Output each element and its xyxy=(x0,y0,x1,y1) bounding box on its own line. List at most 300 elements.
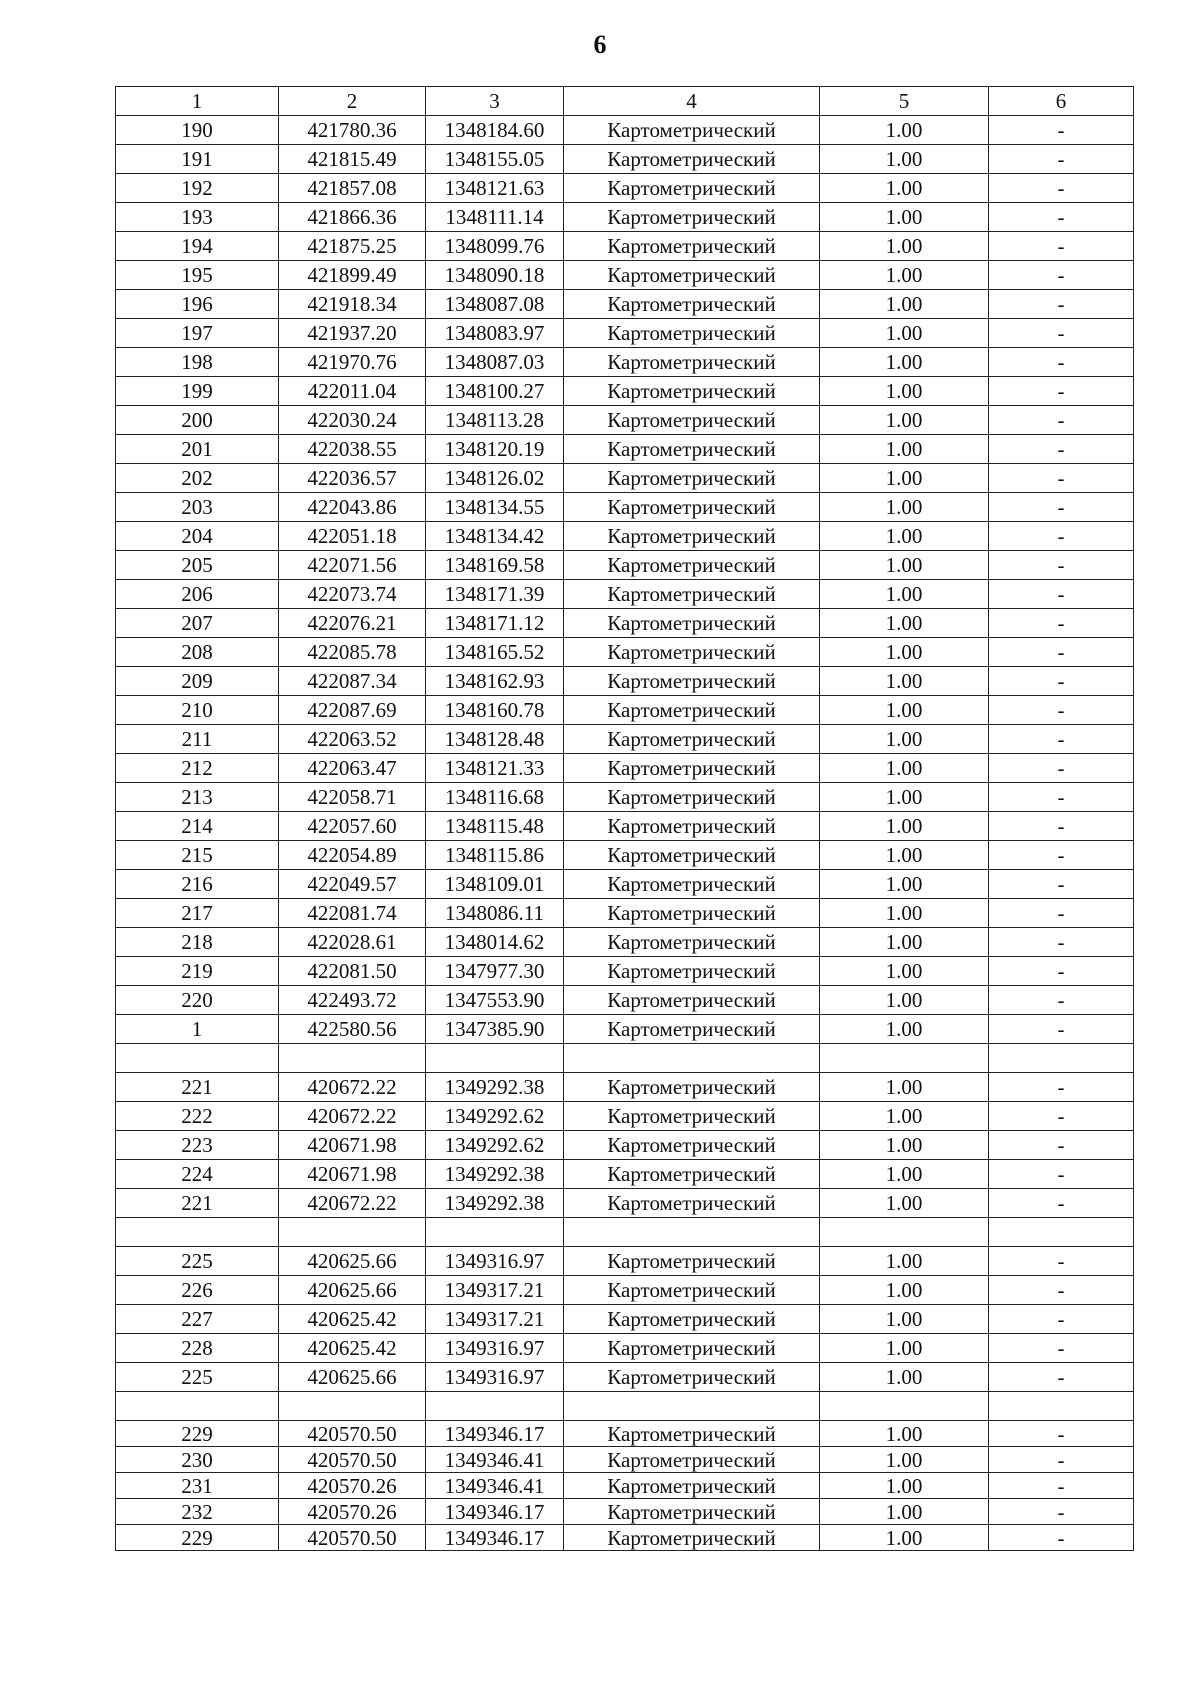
method-cell: Картометрический xyxy=(564,1305,820,1334)
point-number-cell: 225 xyxy=(116,1247,279,1276)
method-cell: Картометрический xyxy=(564,870,820,899)
accuracy-cell: 1.00 xyxy=(820,696,989,725)
y-coordinate-cell: 1349292.62 xyxy=(426,1131,564,1160)
point-number-cell: 228 xyxy=(116,1334,279,1363)
accuracy-cell: 1.00 xyxy=(820,493,989,522)
table-header-row xyxy=(116,87,1134,116)
x-coordinate-cell: 421899.49 xyxy=(279,261,426,290)
method-cell: Картометрический xyxy=(564,986,820,1015)
note-cell: - xyxy=(989,1247,1134,1276)
y-coordinate-cell: 1348087.08 xyxy=(426,290,564,319)
table-row xyxy=(116,203,1134,232)
table-row xyxy=(116,232,1134,261)
accuracy-cell: 1.00 xyxy=(820,783,989,812)
y-coordinate-cell: 1347977.30 xyxy=(426,957,564,986)
accuracy-cell: 1.00 xyxy=(820,1305,989,1334)
note-cell: - xyxy=(989,667,1134,696)
point-number-cell: 202 xyxy=(116,464,279,493)
note-cell: - xyxy=(989,1073,1134,1102)
point-number-cell: 225 xyxy=(116,1363,279,1392)
x-coordinate-cell: 420625.66 xyxy=(279,1276,426,1305)
empty-cell xyxy=(426,1392,564,1421)
note-cell: - xyxy=(989,841,1134,870)
column-header: 6 xyxy=(989,87,1134,116)
x-coordinate-cell: 422076.21 xyxy=(279,609,426,638)
accuracy-cell: 1.00 xyxy=(820,754,989,783)
y-coordinate-cell: 1348128.48 xyxy=(426,725,564,754)
note-cell: - xyxy=(989,1015,1134,1044)
point-number-cell: 232 xyxy=(116,1499,279,1525)
page-number: 6 xyxy=(593,30,607,59)
point-number-cell: 196 xyxy=(116,290,279,319)
y-coordinate-cell: 1349346.17 xyxy=(426,1525,564,1551)
empty-cell xyxy=(820,1392,989,1421)
point-number-cell: 213 xyxy=(116,783,279,812)
y-coordinate-cell: 1349292.38 xyxy=(426,1160,564,1189)
method-cell: Картометрический xyxy=(564,667,820,696)
x-coordinate-cell: 422087.69 xyxy=(279,696,426,725)
x-coordinate-cell: 422071.56 xyxy=(279,551,426,580)
table-row xyxy=(116,319,1134,348)
x-coordinate-cell: 420570.26 xyxy=(279,1499,426,1525)
y-coordinate-cell: 1348115.48 xyxy=(426,812,564,841)
point-number-cell: 229 xyxy=(116,1421,279,1447)
accuracy-cell: 1.00 xyxy=(820,261,989,290)
x-coordinate-cell: 422081.74 xyxy=(279,899,426,928)
accuracy-cell: 1.00 xyxy=(820,928,989,957)
point-number-cell: 207 xyxy=(116,609,279,638)
accuracy-cell: 1.00 xyxy=(820,1473,989,1499)
point-number-cell: 1 xyxy=(116,1015,279,1044)
y-coordinate-cell: 1349292.62 xyxy=(426,1102,564,1131)
note-cell: - xyxy=(989,435,1134,464)
table-row xyxy=(116,551,1134,580)
table-row xyxy=(116,377,1134,406)
note-cell: - xyxy=(989,783,1134,812)
point-number-cell: 205 xyxy=(116,551,279,580)
y-coordinate-cell: 1348120.19 xyxy=(426,435,564,464)
y-coordinate-cell: 1349316.97 xyxy=(426,1363,564,1392)
accuracy-cell: 1.00 xyxy=(820,1102,989,1131)
y-coordinate-cell: 1348109.01 xyxy=(426,870,564,899)
note-cell: - xyxy=(989,725,1134,754)
method-cell: Картометрический xyxy=(564,696,820,725)
accuracy-cell: 1.00 xyxy=(820,986,989,1015)
x-coordinate-cell: 420671.98 xyxy=(279,1131,426,1160)
column-header: 3 xyxy=(426,87,564,116)
table-row xyxy=(116,174,1134,203)
note-cell: - xyxy=(989,928,1134,957)
y-coordinate-cell: 1349346.17 xyxy=(426,1421,564,1447)
x-coordinate-cell: 420570.50 xyxy=(279,1447,426,1473)
x-coordinate-cell: 422073.74 xyxy=(279,580,426,609)
point-number-cell: 195 xyxy=(116,261,279,290)
column-header: 4 xyxy=(564,87,820,116)
method-cell: Картометрический xyxy=(564,638,820,667)
table-row xyxy=(116,841,1134,870)
x-coordinate-cell: 422063.47 xyxy=(279,754,426,783)
x-coordinate-cell: 420625.42 xyxy=(279,1305,426,1334)
y-coordinate-cell: 1348086.11 xyxy=(426,899,564,928)
method-cell: Картометрический xyxy=(564,783,820,812)
y-coordinate-cell: 1348160.78 xyxy=(426,696,564,725)
method-cell: Картометрический xyxy=(564,1276,820,1305)
accuracy-cell: 1.00 xyxy=(820,174,989,203)
accuracy-cell: 1.00 xyxy=(820,841,989,870)
note-cell: - xyxy=(989,1525,1134,1551)
point-number-cell: 200 xyxy=(116,406,279,435)
note-cell: - xyxy=(989,609,1134,638)
x-coordinate-cell: 420672.22 xyxy=(279,1102,426,1131)
empty-cell xyxy=(989,1044,1134,1073)
y-coordinate-cell: 1348014.62 xyxy=(426,928,564,957)
note-cell: - xyxy=(989,464,1134,493)
method-cell: Картометрический xyxy=(564,406,820,435)
note-cell: - xyxy=(989,1131,1134,1160)
x-coordinate-cell: 422043.86 xyxy=(279,493,426,522)
table-row xyxy=(116,116,1134,145)
point-number-cell: 223 xyxy=(116,1131,279,1160)
note-cell: - xyxy=(989,1189,1134,1218)
y-coordinate-cell: 1348134.42 xyxy=(426,522,564,551)
note-cell: - xyxy=(989,1447,1134,1473)
table-row xyxy=(116,783,1134,812)
accuracy-cell: 1.00 xyxy=(820,667,989,696)
method-cell: Картометрический xyxy=(564,203,820,232)
point-number-cell: 197 xyxy=(116,319,279,348)
accuracy-cell: 1.00 xyxy=(820,377,989,406)
point-number-cell: 220 xyxy=(116,986,279,1015)
y-coordinate-cell: 1348099.76 xyxy=(426,232,564,261)
x-coordinate-cell: 421780.36 xyxy=(279,116,426,145)
method-cell: Картометрический xyxy=(564,1499,820,1525)
y-coordinate-cell: 1348090.18 xyxy=(426,261,564,290)
x-coordinate-cell: 422057.60 xyxy=(279,812,426,841)
point-number-cell: 214 xyxy=(116,812,279,841)
x-coordinate-cell: 422063.52 xyxy=(279,725,426,754)
point-number-cell: 204 xyxy=(116,522,279,551)
table-row xyxy=(116,435,1134,464)
x-coordinate-cell: 420672.22 xyxy=(279,1073,426,1102)
empty-cell xyxy=(989,1392,1134,1421)
x-coordinate-cell: 420570.50 xyxy=(279,1525,426,1551)
y-coordinate-cell: 1348184.60 xyxy=(426,116,564,145)
note-cell: - xyxy=(989,290,1134,319)
y-coordinate-cell: 1348113.28 xyxy=(426,406,564,435)
table-row xyxy=(116,522,1134,551)
x-coordinate-cell: 422081.50 xyxy=(279,957,426,986)
point-number-cell: 193 xyxy=(116,203,279,232)
empty-cell xyxy=(279,1218,426,1247)
method-cell: Картометрический xyxy=(564,580,820,609)
method-cell: Картометрический xyxy=(564,841,820,870)
method-cell: Картометрический xyxy=(564,174,820,203)
note-cell: - xyxy=(989,986,1134,1015)
y-coordinate-cell: 1348155.05 xyxy=(426,145,564,174)
table-row xyxy=(116,1334,1134,1363)
y-coordinate-cell: 1349346.41 xyxy=(426,1473,564,1499)
point-number-cell: 215 xyxy=(116,841,279,870)
point-number-cell: 217 xyxy=(116,899,279,928)
method-cell: Картометрический xyxy=(564,290,820,319)
accuracy-cell: 1.00 xyxy=(820,899,989,928)
empty-cell xyxy=(564,1218,820,1247)
point-number-cell: 231 xyxy=(116,1473,279,1499)
table-row xyxy=(116,1073,1134,1102)
group-separator-row xyxy=(116,1392,1134,1421)
method-cell: Картометрический xyxy=(564,1421,820,1447)
table-row xyxy=(116,493,1134,522)
empty-cell xyxy=(279,1392,426,1421)
method-cell: Картометрический xyxy=(564,1447,820,1473)
table-row xyxy=(116,725,1134,754)
table-row xyxy=(116,638,1134,667)
point-number-cell: 191 xyxy=(116,145,279,174)
note-cell: - xyxy=(989,754,1134,783)
method-cell: Картометрический xyxy=(564,116,820,145)
point-number-cell: 229 xyxy=(116,1525,279,1551)
x-coordinate-cell: 422087.34 xyxy=(279,667,426,696)
accuracy-cell: 1.00 xyxy=(820,1160,989,1189)
table-row xyxy=(116,1305,1134,1334)
accuracy-cell: 1.00 xyxy=(820,957,989,986)
x-coordinate-cell: 422493.72 xyxy=(279,986,426,1015)
point-number-cell: 190 xyxy=(116,116,279,145)
y-coordinate-cell: 1348165.52 xyxy=(426,638,564,667)
y-coordinate-cell: 1348169.58 xyxy=(426,551,564,580)
x-coordinate-cell: 420570.50 xyxy=(279,1421,426,1447)
point-number-cell: 209 xyxy=(116,667,279,696)
accuracy-cell: 1.00 xyxy=(820,1276,989,1305)
table-row xyxy=(116,1189,1134,1218)
note-cell: - xyxy=(989,232,1134,261)
point-number-cell: 199 xyxy=(116,377,279,406)
empty-cell xyxy=(426,1044,564,1073)
x-coordinate-cell: 421918.34 xyxy=(279,290,426,319)
x-coordinate-cell: 422038.55 xyxy=(279,435,426,464)
x-coordinate-cell: 422085.78 xyxy=(279,638,426,667)
empty-cell xyxy=(279,1044,426,1073)
accuracy-cell: 1.00 xyxy=(820,1447,989,1473)
accuracy-cell: 1.00 xyxy=(820,1073,989,1102)
table-row xyxy=(116,754,1134,783)
y-coordinate-cell: 1349292.38 xyxy=(426,1073,564,1102)
accuracy-cell: 1.00 xyxy=(820,203,989,232)
y-coordinate-cell: 1349316.97 xyxy=(426,1247,564,1276)
accuracy-cell: 1.00 xyxy=(820,725,989,754)
y-coordinate-cell: 1348134.55 xyxy=(426,493,564,522)
point-number-cell: 221 xyxy=(116,1189,279,1218)
method-cell: Картометрический xyxy=(564,145,820,174)
table-row xyxy=(116,348,1134,377)
accuracy-cell: 1.00 xyxy=(820,1015,989,1044)
accuracy-cell: 1.00 xyxy=(820,1363,989,1392)
accuracy-cell: 1.00 xyxy=(820,1525,989,1551)
method-cell: Картометрический xyxy=(564,812,820,841)
table-row xyxy=(116,609,1134,638)
method-cell: Картометрический xyxy=(564,319,820,348)
y-coordinate-cell: 1349316.97 xyxy=(426,1334,564,1363)
accuracy-cell: 1.00 xyxy=(820,290,989,319)
table-row xyxy=(116,1160,1134,1189)
accuracy-cell: 1.00 xyxy=(820,551,989,580)
empty-cell xyxy=(820,1218,989,1247)
accuracy-cell: 1.00 xyxy=(820,580,989,609)
method-cell: Картометрический xyxy=(564,1525,820,1551)
method-cell: Картометрический xyxy=(564,435,820,464)
x-coordinate-cell: 422058.71 xyxy=(279,783,426,812)
empty-cell xyxy=(116,1392,279,1421)
y-coordinate-cell: 1348162.93 xyxy=(426,667,564,696)
method-cell: Картометрический xyxy=(564,377,820,406)
y-coordinate-cell: 1347553.90 xyxy=(426,986,564,1015)
column-header: 5 xyxy=(820,87,989,116)
y-coordinate-cell: 1349346.41 xyxy=(426,1447,564,1473)
note-cell: - xyxy=(989,203,1134,232)
empty-cell xyxy=(564,1044,820,1073)
table-row xyxy=(116,899,1134,928)
x-coordinate-cell: 422028.61 xyxy=(279,928,426,957)
x-coordinate-cell: 420672.22 xyxy=(279,1189,426,1218)
table-row xyxy=(116,1102,1134,1131)
accuracy-cell: 1.00 xyxy=(820,1189,989,1218)
table-row xyxy=(116,812,1134,841)
point-number-cell: 201 xyxy=(116,435,279,464)
note-cell: - xyxy=(989,580,1134,609)
x-coordinate-cell: 421815.49 xyxy=(279,145,426,174)
method-cell: Картометрический xyxy=(564,348,820,377)
empty-cell xyxy=(116,1044,279,1073)
table-row xyxy=(116,928,1134,957)
x-coordinate-cell: 422580.56 xyxy=(279,1015,426,1044)
note-cell: - xyxy=(989,957,1134,986)
empty-cell xyxy=(426,1218,564,1247)
method-cell: Картометрический xyxy=(564,522,820,551)
point-number-cell: 224 xyxy=(116,1160,279,1189)
y-coordinate-cell: 1348121.63 xyxy=(426,174,564,203)
method-cell: Картометрический xyxy=(564,1334,820,1363)
note-cell: - xyxy=(989,1102,1134,1131)
empty-cell xyxy=(116,1218,279,1247)
x-coordinate-cell: 422011.04 xyxy=(279,377,426,406)
accuracy-cell: 1.00 xyxy=(820,1421,989,1447)
note-cell: - xyxy=(989,870,1134,899)
method-cell: Картометрический xyxy=(564,261,820,290)
note-cell: - xyxy=(989,174,1134,203)
method-cell: Картометрический xyxy=(564,1363,820,1392)
table-row xyxy=(116,1499,1134,1525)
y-coordinate-cell: 1349292.38 xyxy=(426,1189,564,1218)
method-cell: Картометрический xyxy=(564,493,820,522)
note-cell: - xyxy=(989,1160,1134,1189)
column-header: 1 xyxy=(116,87,279,116)
table-row xyxy=(116,464,1134,493)
method-cell: Картометрический xyxy=(564,1131,820,1160)
table-row xyxy=(116,1247,1134,1276)
accuracy-cell: 1.00 xyxy=(820,870,989,899)
point-number-cell: 212 xyxy=(116,754,279,783)
accuracy-cell: 1.00 xyxy=(820,1131,989,1160)
group-separator-row xyxy=(116,1044,1134,1073)
table-row xyxy=(116,261,1134,290)
table-row xyxy=(116,1276,1134,1305)
y-coordinate-cell: 1348171.39 xyxy=(426,580,564,609)
table-row xyxy=(116,406,1134,435)
x-coordinate-cell: 421937.20 xyxy=(279,319,426,348)
note-cell: - xyxy=(989,493,1134,522)
table-row xyxy=(116,580,1134,609)
note-cell: - xyxy=(989,116,1134,145)
point-number-cell: 227 xyxy=(116,1305,279,1334)
note-cell: - xyxy=(989,348,1134,377)
accuracy-cell: 1.00 xyxy=(820,319,989,348)
table-row xyxy=(116,1131,1134,1160)
accuracy-cell: 1.00 xyxy=(820,1247,989,1276)
y-coordinate-cell: 1348115.86 xyxy=(426,841,564,870)
x-coordinate-cell: 422036.57 xyxy=(279,464,426,493)
point-number-cell: 216 xyxy=(116,870,279,899)
accuracy-cell: 1.00 xyxy=(820,116,989,145)
empty-cell xyxy=(564,1392,820,1421)
accuracy-cell: 1.00 xyxy=(820,609,989,638)
note-cell: - xyxy=(989,1305,1134,1334)
point-number-cell: 208 xyxy=(116,638,279,667)
method-cell: Картометрический xyxy=(564,1189,820,1218)
y-coordinate-cell: 1348171.12 xyxy=(426,609,564,638)
y-coordinate-cell: 1348100.27 xyxy=(426,377,564,406)
note-cell: - xyxy=(989,899,1134,928)
method-cell: Картометрический xyxy=(564,725,820,754)
x-coordinate-cell: 421970.76 xyxy=(279,348,426,377)
table-row xyxy=(116,1421,1134,1447)
note-cell: - xyxy=(989,319,1134,348)
y-coordinate-cell: 1348087.03 xyxy=(426,348,564,377)
coordinates-table xyxy=(115,86,1134,1551)
x-coordinate-cell: 420625.66 xyxy=(279,1247,426,1276)
y-coordinate-cell: 1348121.33 xyxy=(426,754,564,783)
point-number-cell: 226 xyxy=(116,1276,279,1305)
table-row xyxy=(116,1473,1134,1499)
x-coordinate-cell: 422049.57 xyxy=(279,870,426,899)
method-cell: Картометрический xyxy=(564,1102,820,1131)
accuracy-cell: 1.00 xyxy=(820,348,989,377)
note-cell: - xyxy=(989,1334,1134,1363)
y-coordinate-cell: 1348111.14 xyxy=(426,203,564,232)
note-cell: - xyxy=(989,522,1134,551)
note-cell: - xyxy=(989,696,1134,725)
point-number-cell: 221 xyxy=(116,1073,279,1102)
x-coordinate-cell: 421875.25 xyxy=(279,232,426,261)
table-row xyxy=(116,1015,1134,1044)
note-cell: - xyxy=(989,261,1134,290)
accuracy-cell: 1.00 xyxy=(820,1334,989,1363)
method-cell: Картометрический xyxy=(564,928,820,957)
x-coordinate-cell: 422051.18 xyxy=(279,522,426,551)
table-row xyxy=(116,870,1134,899)
table-body xyxy=(116,87,1134,1551)
accuracy-cell: 1.00 xyxy=(820,638,989,667)
table-row xyxy=(116,145,1134,174)
empty-cell xyxy=(820,1044,989,1073)
x-coordinate-cell: 422030.24 xyxy=(279,406,426,435)
note-cell: - xyxy=(989,551,1134,580)
method-cell: Картометрический xyxy=(564,957,820,986)
y-coordinate-cell: 1349346.17 xyxy=(426,1499,564,1525)
method-cell: Картометрический xyxy=(564,1160,820,1189)
y-coordinate-cell: 1349317.21 xyxy=(426,1305,564,1334)
point-number-cell: 203 xyxy=(116,493,279,522)
accuracy-cell: 1.00 xyxy=(820,464,989,493)
